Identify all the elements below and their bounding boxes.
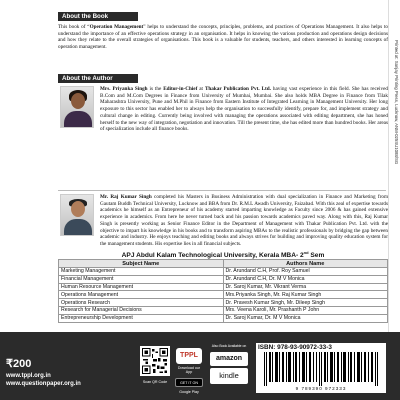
about-author-heading: About the Author — [58, 74, 138, 83]
kindle-logo[interactable]: kindle — [210, 368, 248, 384]
amazon-logo[interactable]: amazon — [210, 352, 248, 366]
spine-strip — [388, 0, 400, 332]
authors-cell: Dr. Saroj Kumar, Dr. M V Monica — [223, 314, 388, 322]
authors-cell: Mrs. Veena Karoli, Mr. Prashanth P John — [223, 306, 388, 314]
isbn-label: ISBN: 978-93-90972-33-3 — [258, 344, 332, 351]
subject-cell: Operations Research — [59, 299, 224, 307]
app-download-caption — [174, 366, 204, 375]
author1-org: Thakar Publication Pvt. Ltd. — [204, 86, 271, 92]
author2-photo — [60, 194, 94, 236]
tppl-app-logo[interactable]: TPPL — [176, 348, 202, 364]
about-book-text-post: ” helps to understand the concepts, principles, problems, and practices of Operations Management. It also helps to understand the importance of an effective operations strategy in an organisation. It helps in knowing the various production and operations design decisions and how they relate to the overall strategies of organisations. This book is a valuable for students, teachers, and others interested in learning concepts of operation management. — [58, 24, 388, 51]
subject-cell: Financial Management — [59, 275, 224, 283]
google-play-button[interactable]: GET IT ON Google Play — [175, 378, 203, 387]
table-title-main: APJ Abdul Kalam Technological University, Kerala MBA- 2 — [121, 252, 304, 260]
author2-name: Mr. Raj Kumar Singh — [100, 194, 152, 200]
table-row — [59, 283, 388, 291]
barcode-number: 9 789390 972333 — [295, 386, 347, 391]
subject-cell: Marketing Management — [59, 268, 224, 276]
author1-bio-text: having vast experience in this field. She has received B.Com and M.Com Degrees in Finance from University of Mumbai, Mumbai. She also holds MBA Degree in Finance from Tilak Maharashtra University, Pune and M.Phil in Finance from Eastern Institute of Integrated Learning in Management University. Her long exposure to this sector has enabled her to always help the organisation to successfully identify, prepare for, and implement strategy and cultural change in editing. Currently being involved with managing the operations associated with editing department, she has honed herself to the new way of integration, negotiation and innovation. Till the present time, she has edited more than hundred books. Her areas of specialization include all finance books. — [100, 86, 388, 133]
table-row — [59, 306, 388, 314]
table-title-tail: Sem — [308, 252, 325, 260]
table-row — [59, 291, 388, 299]
subject-cell: Entrepreneurship Development — [59, 314, 224, 322]
author1-bio — [100, 86, 388, 188]
website-links — [6, 372, 81, 388]
author2-bio — [100, 194, 388, 248]
app-caption-line1: Download our — [177, 366, 201, 370]
author1-text-b: at — [197, 86, 205, 92]
header-subject-name: Subject Name — [59, 260, 224, 268]
subjects-table-title — [58, 250, 388, 259]
also-available-label: Also Book Available on — [211, 344, 247, 348]
header-authors-name: Authors Name — [223, 260, 388, 268]
subject-cell: Research for Managerial Decisions — [59, 306, 224, 314]
subjects-table — [58, 259, 388, 323]
qr-code-icon[interactable] — [140, 346, 170, 376]
subject-cell: Human Resource Management — [59, 283, 224, 291]
author1-text-a: is the — [147, 86, 164, 92]
about-book-text-pre: This book of “ — [58, 24, 90, 30]
app-caption-line2: App — [185, 370, 193, 375]
authors-cell: Dr. Arundand C.H, Prof. Roy Samuel — [223, 268, 388, 276]
about-book-paragraph — [58, 24, 388, 51]
author2-bio-text: completed his Masters in Business Administration with dual specialization in Finance and Marketing from Gautam Buddh Technical University, Lucknow and BBA from Dr. R.M.L Awadh University, Faizabad. With this zeal of expertise towards academics he himself as an Entrepreneur of his academy started imparting knowledge as Faculty since 2006 & has gained extensive experience in academics. From here he never turned back and his passion towards academics paved way. Along with this, Raj Kumar Singh is presently working as Senior Finance Editor in the Department of Management with Thakar Publication Pvt. Ltd. with the objective to impart his knowledge in his books and to transform aspiring MBAs to the realistic professionals by bridging the gap between academic and industry. He enjoys teaching and editing books and always strives for building and improving quality education system for the management students. His expertise lies in all financial subjects. — [100, 194, 388, 247]
table-title-sup: nd — [303, 250, 309, 255]
website-link-tppl[interactable]: www.tppl.org.in — [6, 373, 51, 379]
author1-name: Mrs. Priyanka Singh — [100, 86, 148, 92]
qr-caption: Scan QR Code — [142, 380, 168, 384]
table-row — [59, 314, 388, 322]
table-row — [59, 299, 388, 307]
table-row — [59, 275, 388, 283]
table-header-row — [59, 260, 388, 268]
about-book-title-bold: Operation Management — [89, 24, 144, 30]
about-book-heading: About the Book — [58, 12, 138, 21]
author1-photo — [60, 86, 94, 128]
authors-cell: Dr. Saroj Kumar, Mr. Vikrant Verma — [223, 283, 388, 291]
authors-cell: Dr. Arundand C.H, Dr. M V Monica — [223, 275, 388, 283]
authors-cell: Dr. Pravesh Kumar Singh, Mr. Dileep Singh — [223, 299, 388, 307]
price-label: ₹200 — [6, 358, 32, 370]
website-link-questionpaper[interactable]: www.questionpaper.org.in — [6, 381, 81, 387]
subject-cell: Operations Management — [59, 291, 224, 299]
spine-printer-text: Printed at: Sanjay Printing Press, Lucknow, ANM-025SU1088/SG — [394, 40, 399, 165]
authors-cell: Mrs.Priyanka Singh, Mr. Raj Kumar Singh — [223, 291, 388, 299]
divider — [58, 190, 386, 191]
author1-role: Editor-in-Chief — [163, 86, 198, 92]
table-row — [59, 268, 388, 276]
barcode-icon — [262, 352, 380, 386]
